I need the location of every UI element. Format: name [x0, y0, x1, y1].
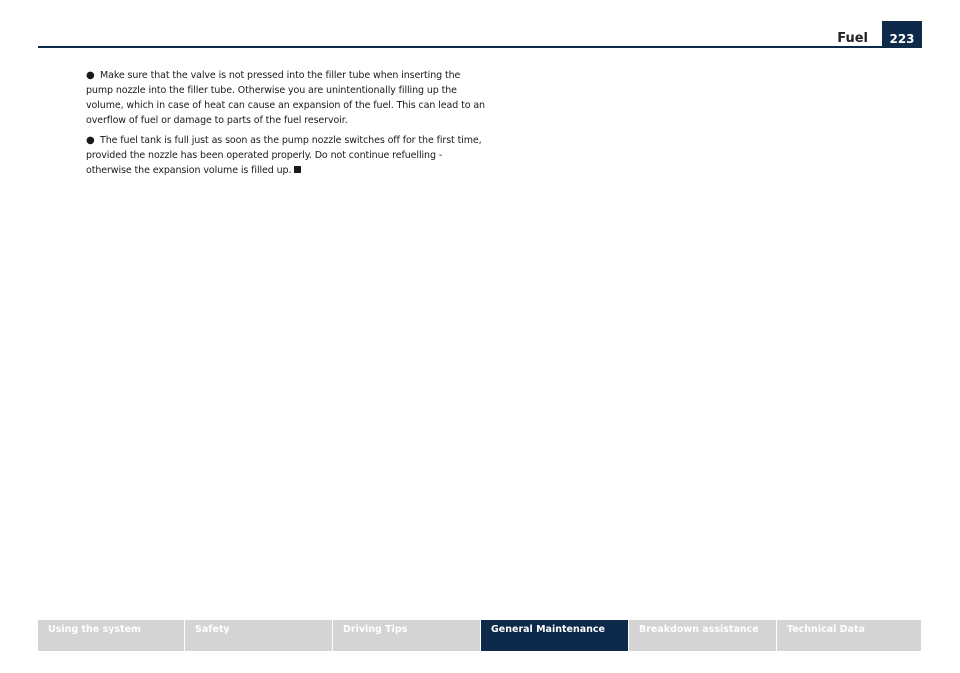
tab-breakdown-assistance[interactable]: Breakdown assistance: [629, 620, 776, 651]
body-text: [86, 68, 486, 183]
bullet-paragraph-1: [86, 68, 486, 128]
bullet-icon: ●: [86, 70, 95, 81]
bullet-paragraph-2: [86, 133, 486, 178]
chapter-navigation: [38, 620, 922, 651]
header-rule: [38, 46, 882, 48]
tab-technical-data[interactable]: Technical Data: [777, 620, 921, 651]
section-title: Fuel: [837, 31, 868, 46]
tab-using-the-system[interactable]: Using the system: [38, 620, 184, 651]
tab-safety[interactable]: Safety: [185, 620, 332, 651]
section-end-icon: [294, 166, 301, 173]
bullet-text-2: The fuel tank is full just as soon as the pump nozzle switches off for the first time, provided the nozzle has been operated properly. Do not continue refuelling - otherwise the expansion volume is filled up.: [86, 135, 482, 176]
bullet-icon: ●: [86, 135, 95, 146]
tab-driving-tips[interactable]: Driving Tips: [333, 620, 480, 651]
tab-general-maintenance[interactable]: General Maintenance: [481, 620, 628, 651]
bullet-text-1: Make sure that the valve is not pressed into the filler tube when inserting the pump nozzle into the filler tube. Otherwise you are unintentionally filling up the volume, which in case of heat can cause an expansion of the fuel. This can lead to an overflow of fuel or damage to parts of the fuel reservoir.: [86, 70, 485, 126]
page-number: 223: [882, 21, 922, 48]
